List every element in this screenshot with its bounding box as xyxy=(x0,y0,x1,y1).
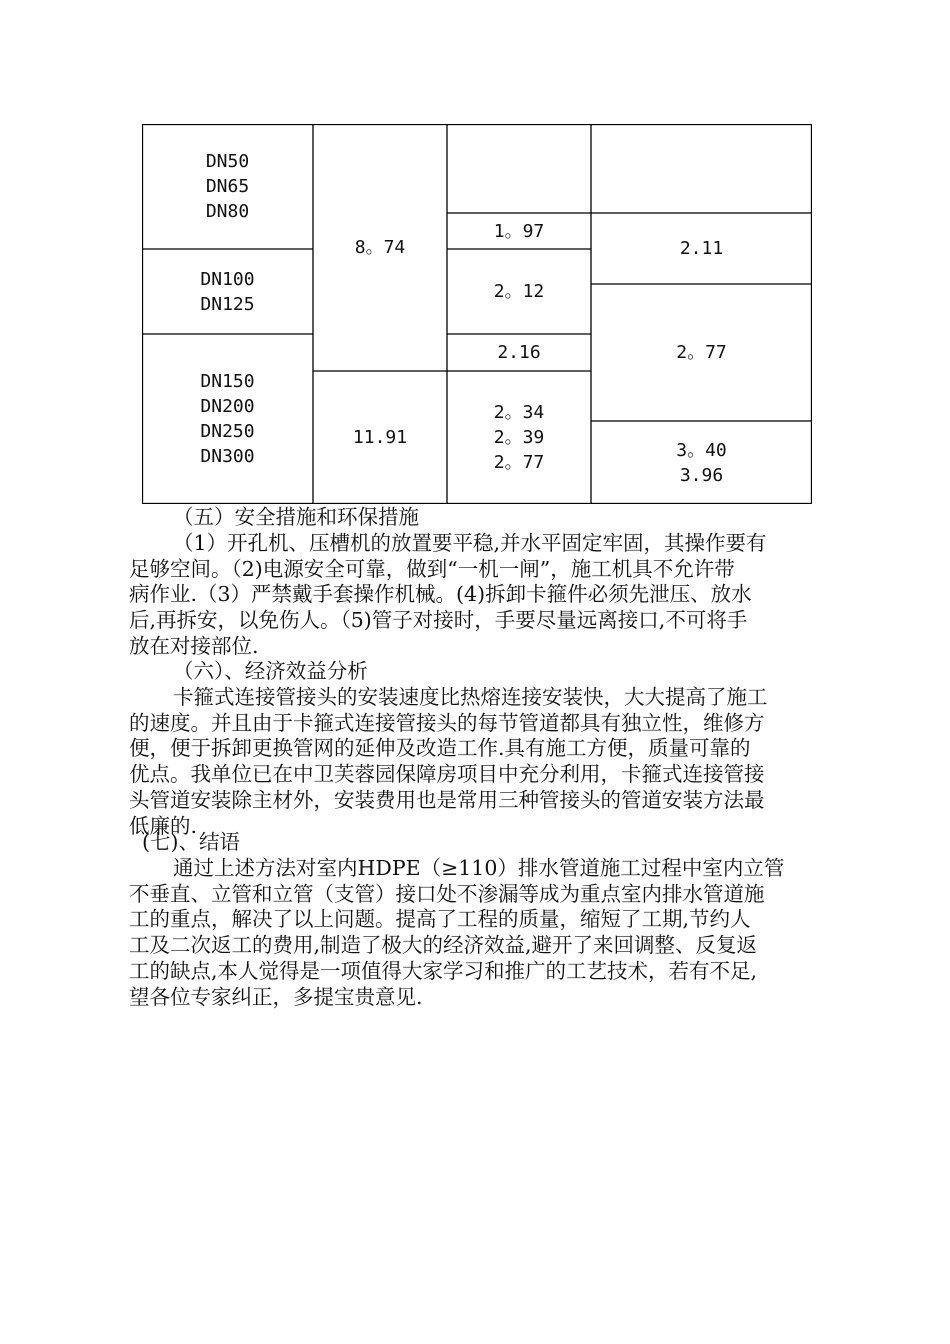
cell-value: 2。77 xyxy=(676,342,727,363)
value-cell xyxy=(447,371,591,504)
paragraph-line: 足够空间。（2)电源安全可靠，做到“一机一闸”，施工机具不允许带 xyxy=(129,556,735,581)
cell-value: 3.96 xyxy=(679,464,724,486)
value-cell xyxy=(447,249,591,334)
pipe-size: DN150 xyxy=(200,371,255,392)
paragraph-line: 低廉的. xyxy=(129,813,198,838)
value-cell xyxy=(591,421,812,504)
value-cell xyxy=(447,213,591,249)
section-safety xyxy=(129,505,829,660)
paragraph-line: 优点。我单位已在中卫芙蓉园保障房项目中充分利用，卡箍式连接管接 xyxy=(129,762,765,787)
pipe-size-cell xyxy=(142,124,313,249)
paragraph-line: 放在对接部位. xyxy=(129,633,259,658)
pipe-size: DN125 xyxy=(200,293,255,315)
cell-value: 2。34 xyxy=(493,402,545,423)
pipe-size: DN200 xyxy=(200,396,255,417)
data-table xyxy=(142,124,812,504)
section-economics xyxy=(129,659,829,840)
paragraph-line: 便，便于拆卸更换管网的延伸及改造工作.具有施工方便，质量可靠的 xyxy=(129,736,751,761)
paragraph-line: 头管道安装除主材外，安装费用也是常用三种管接头的管道安装方法最 xyxy=(129,787,765,812)
paragraph-line: 卡箍式连接管接头的安装速度比热熔连接安装快，大大提高了施工 xyxy=(173,684,768,709)
paragraph-line: 病作业.（3）严禁戴手套操作机械。(4)拆卸卡箍件必须先泄压、放水 xyxy=(129,582,752,607)
value-cell xyxy=(447,334,591,371)
value-cell xyxy=(313,371,447,504)
paragraph-line: 后,再拆安，以免伤人。（5)管子对接时，手要尽量远离接口,不可将手 xyxy=(129,608,748,633)
value-cell xyxy=(313,124,447,371)
pipe-size: DN300 xyxy=(200,446,255,467)
paragraph-line: 工的缺点,本人觉得是一项值得大家学习和推广的工艺技术，若有不足, xyxy=(129,958,758,983)
pipe-size: DN80 xyxy=(205,201,250,222)
paragraph-line: 的速度。并且由于卡箍式连接管接头的每节管道都具有独立性，维修方 xyxy=(129,710,765,735)
section-conclusion xyxy=(129,830,829,1011)
cell-value: 2。12 xyxy=(493,281,545,302)
cell-value: 2.16 xyxy=(497,342,541,363)
pipe-size-cell xyxy=(142,249,313,334)
pipe-size-cell xyxy=(142,334,313,504)
paragraph-line: 通过上述方法对室内HDPE（≥110）排水管道施工过程中室内立管 xyxy=(173,855,785,880)
paragraph-line: 不垂直、立管和立管（支管）接口处不渗漏等成为重点室内排水管道施 xyxy=(129,881,765,906)
cell-value: 8。74 xyxy=(354,237,406,258)
pipe-size: DN100 xyxy=(200,268,255,290)
value-cell xyxy=(591,284,812,421)
cell-value: 1。97 xyxy=(493,220,545,242)
cell-value: 11.91 xyxy=(352,427,408,448)
value-cell xyxy=(591,213,812,284)
cell-value: 2。77 xyxy=(493,452,545,473)
pipe-size: DN250 xyxy=(200,421,255,442)
section-heading: （六）、经济效益分析 xyxy=(173,659,368,683)
paragraph-line: （1）开孔机、压槽机的放置要平稳,并水平固定牢固，其操作要有 xyxy=(173,530,767,555)
cell-value: 2。39 xyxy=(493,427,545,448)
cell-value: 3。40 xyxy=(676,439,727,461)
paragraph-line: 望各位专家纠正，多提宝贵意见. xyxy=(129,984,423,1009)
section-heading: (七)、结语 xyxy=(142,830,240,854)
section-heading: （五）安全措施和环保措施 xyxy=(173,505,419,529)
paragraph-line: 工的重点，解决了以上问题。提高了工程的质量，缩短了工期,节约人 xyxy=(129,907,751,932)
cell-value: 2.11 xyxy=(679,238,724,259)
pipe-size: DN50 xyxy=(205,151,250,172)
pipe-size: DN65 xyxy=(205,176,250,197)
paragraph-line: 工及二次返工的费用,制造了极大的经济效益,避开了来回调整、反复返 xyxy=(129,933,758,958)
